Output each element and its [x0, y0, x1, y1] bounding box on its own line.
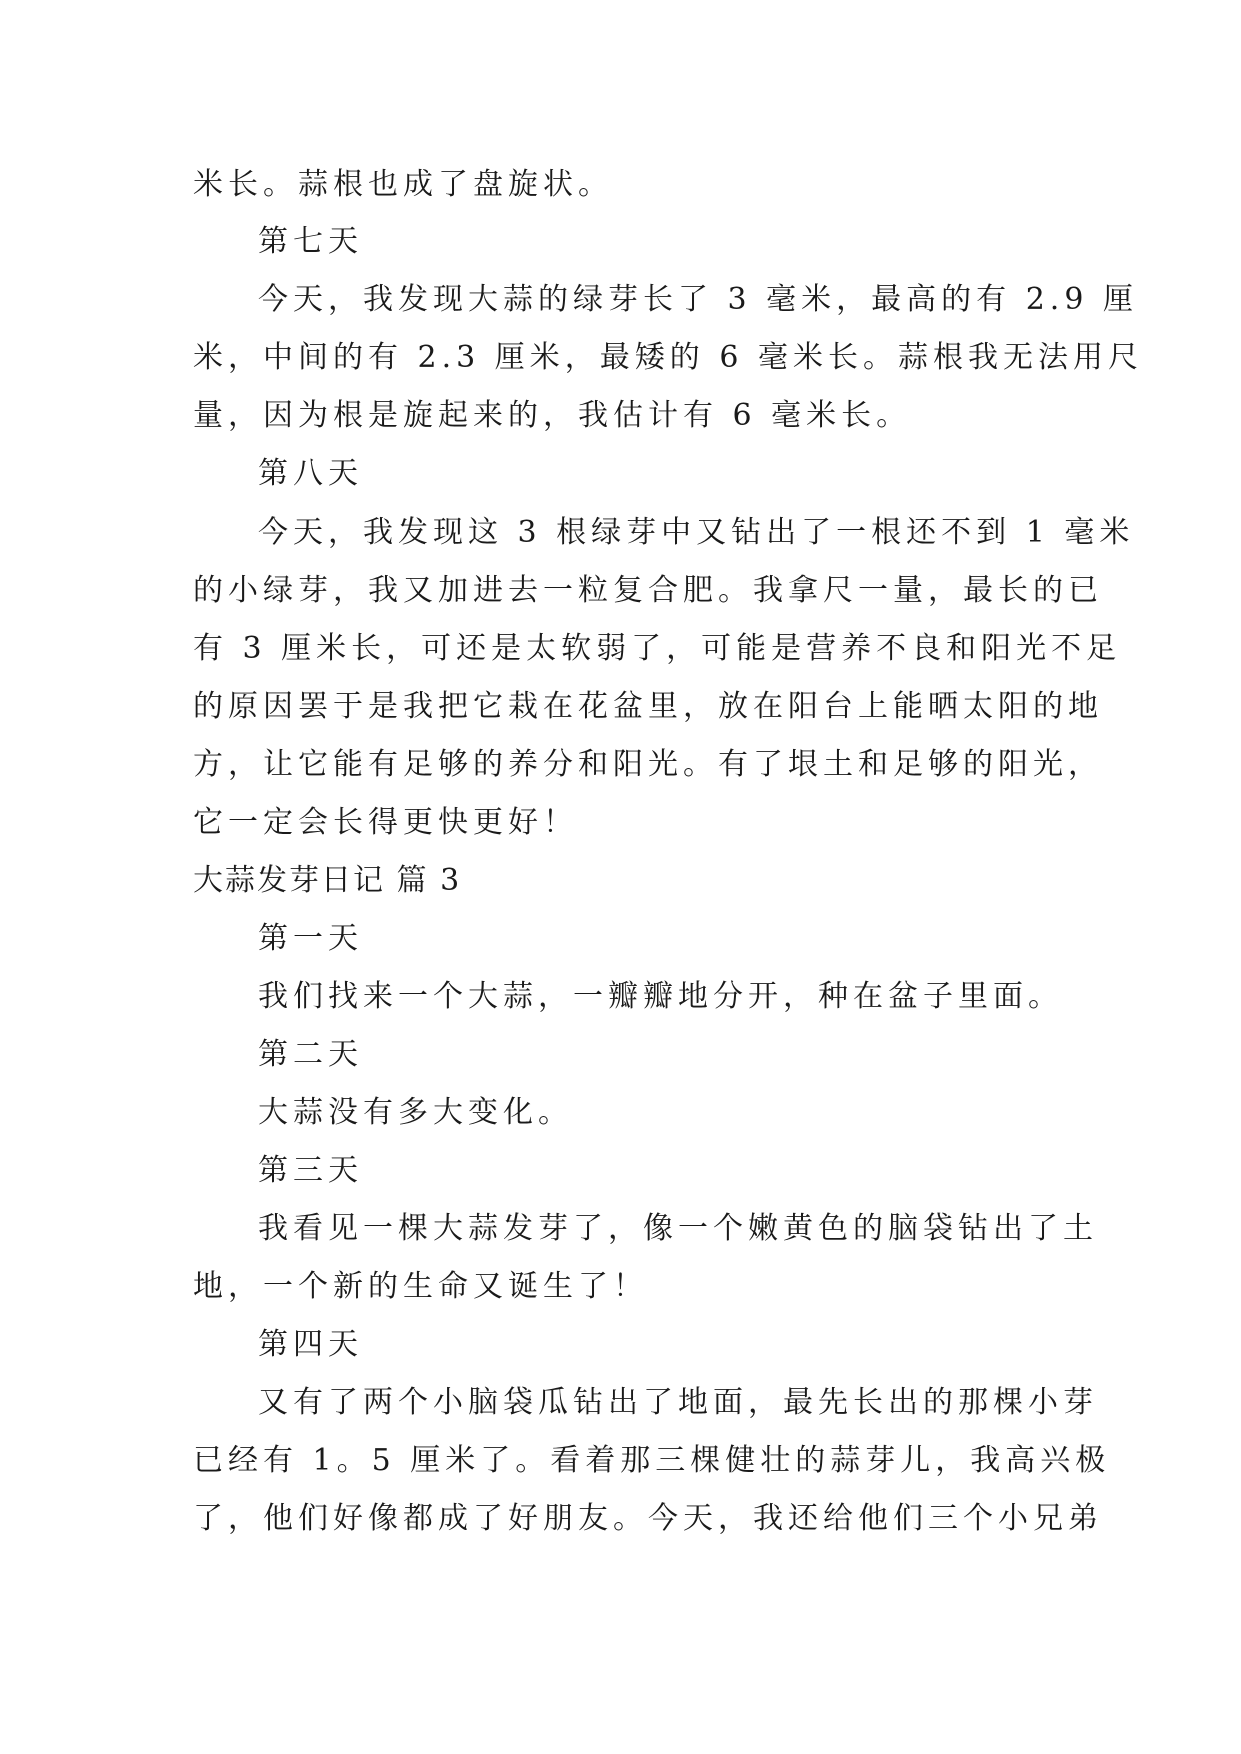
- section-heading-day2: 第二天: [258, 1037, 363, 1072]
- text-line: 我们找来一个大蒜，一瓣瓣地分开，种在盆子里面。: [258, 979, 1063, 1014]
- text-line: 地，一个新的生命又诞生了！: [193, 1269, 648, 1304]
- text-line: 米，中间的有 2.3 厘米，最矮的 6 毫米长。蒜根我无法用尺: [193, 340, 1143, 375]
- section-heading-day1: 第一天: [258, 921, 363, 956]
- text-line: 今天，我发现这 3 根绿芽中又钻出了一根还不到 1 毫米: [258, 515, 1135, 550]
- section-heading-day8: 第八天: [258, 456, 363, 491]
- text-line: 方，让它能有足够的养分和阳光。有了垠土和足够的阳光，: [193, 747, 1103, 782]
- text-line: 了，他们好像都成了好朋友。今天，我还给他们三个小兄弟: [193, 1501, 1103, 1536]
- text-line: 米长。蒜根也成了盘旋状。: [193, 167, 613, 202]
- article-title: 大蒜发芽日记 篇 3: [193, 863, 462, 898]
- text-line: 有 3 厘米长，可还是太软弱了，可能是营养不良和阳光不足: [193, 631, 1122, 666]
- section-heading-day7: 第七天: [258, 224, 363, 259]
- text-line: 又有了两个小脑袋瓜钻出了地面，最先长出的那棵小芽: [258, 1385, 1098, 1420]
- text-line: 的原因罢于是我把它栽在花盆里，放在阳台上能晒太阳的地: [193, 689, 1103, 724]
- text-line: 的小绿芽，我又加进去一粒复合肥。我拿尺一量，最长的已: [193, 573, 1103, 608]
- section-heading-day4: 第四天: [258, 1327, 363, 1362]
- text-line: 今天，我发现大蒜的绿芽长了 3 毫米，最高的有 2.9 厘: [258, 282, 1138, 317]
- section-heading-day3: 第三天: [258, 1153, 363, 1188]
- text-line: 大蒜没有多大变化。: [258, 1095, 573, 1130]
- text-line: 量，因为根是旋起来的，我估计有 6 毫米长。: [193, 398, 912, 433]
- text-line: 已经有 1。5 厘米了。看着那三棵健壮的蒜芽儿，我高兴极: [193, 1443, 1111, 1478]
- text-line: 我看见一棵大蒜发芽了，像一个嫩黄色的脑袋钻出了土: [258, 1211, 1098, 1246]
- text-line: 它一定会长得更快更好！: [193, 805, 578, 840]
